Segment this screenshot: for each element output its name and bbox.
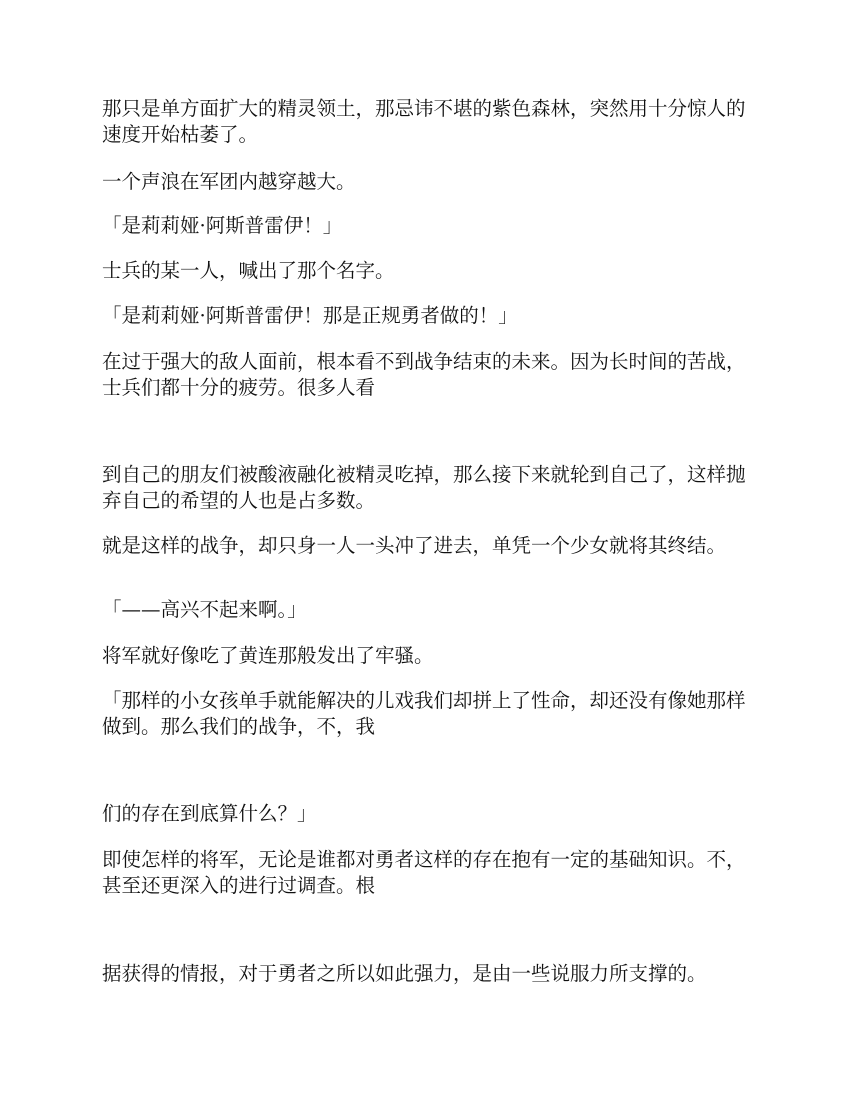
paragraph: 们的存在到底算什么？」 (102, 802, 317, 825)
paragraph: 「是莉莉娅·阿斯普雷伊！那是正规勇者做的！」 (102, 304, 518, 327)
paragraph: 「——高兴不起来啊。」 (102, 598, 307, 621)
paragraph: 士兵的某一人，喊出了那个名字。 (102, 259, 395, 282)
paragraph: 据获得的情报，对于勇者之所以如此强力，是由一些说服力所支撑的。 (102, 962, 707, 985)
paragraph: 在过于强大的敌人面前，根本看不到战争结束的未来。因为长时间的苦战，士兵们都十分的疲劳。很多人看 (102, 350, 746, 399)
paragraph: 「那样的小女孩单手就能解决的儿戏我们却拼上了性命，却还没有像她那样做到。那么我们的战争，不，我 (102, 689, 746, 738)
paragraph: 一个声浪在军团内越穿越大。 (102, 170, 356, 193)
paragraph: 到自己的朋友们被酸液融化被精灵吃掉，那么接下来就轮到自己了，这样抛弃自己的希望的人也是占多数。 (102, 463, 746, 512)
paragraph: 「是莉莉娅·阿斯普雷伊！」 (102, 214, 343, 237)
paragraph: 即使怎样的将军，无论是谁都对勇者这样的存在抱有一定的基础知识。不，甚至还更深入的进行过调查。根 (102, 848, 746, 897)
paragraph: 将军就好像吃了黄连那般发出了牢骚。 (102, 644, 434, 667)
paragraph: 就是这样的战争，却只身一人一头冲了进去，单凭一个少女就将其终结。 (102, 534, 727, 557)
paragraph: 那只是单方面扩大的精灵领土，那忌讳不堪的紫色森林，突然用十分惊人的速度开始枯萎了。 (102, 97, 746, 146)
